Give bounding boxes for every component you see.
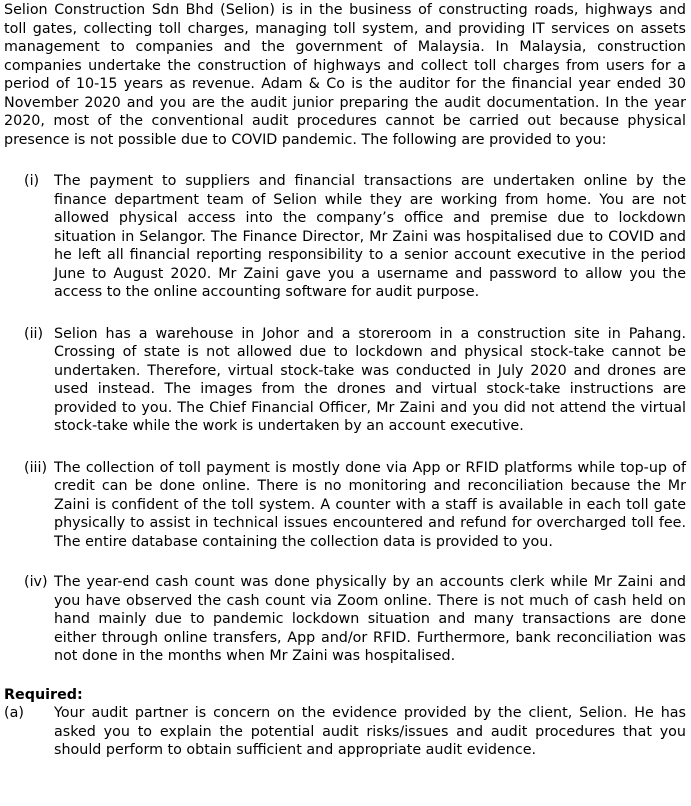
item-number: (i)	[24, 173, 40, 189]
document-page	[4, 0, 686, 760]
list-item	[24, 459, 686, 552]
item-number: (iii)	[24, 459, 48, 476]
requirement-item	[4, 704, 686, 760]
item-text: The year-end cash count was done physically by an accounts clerk while Mr Zaini and you have observed the cash count via Zoom online. There is not much of cash held on hand mainly due to pandemic lockdown situation and many transactions are done either through online transfers, App and/or RFID. Furthermore, bank reconciliation was not done in the months when Mr Zaini was hospitalised.	[54, 574, 686, 664]
item-text: The payment to suppliers and financial transactions are undertaken online by the finance department team of Selion while they are working from home. You are not allowed physical access into the company’s office and premise due to lockdown situation in Selangor. The Finance Director, Mr Zaini was hospitalised due to COVID and he left all financial reporting responsibility to a senior account executive in the period June to August 2020. Mr Zaini gave you a username and password to allow you the access to the online accounting software for audit purpose.	[54, 173, 686, 300]
requirement-number: (a)	[4, 705, 24, 721]
required-heading: Required:	[4, 686, 83, 703]
item-text: Selion has a warehouse in Johor and a storeroom in a construction site in Pahang. Crossing of state is not allowed due to lockdown and physical stock-take cannot be undertaken. Therefore, virtual stock-take was conducted in July 2020 and drones are used instead. The images from the drones and virtual stock-take instructions are provided to you. The Chief Financial Officer, Mr Zaini and you did not attend the virtual stock-take while the work is undertaken by an account executive.	[54, 325, 686, 434]
list-item	[24, 172, 686, 302]
requirement-text: Your audit partner is concern on the evidence provided by the client, Selion. He has asked you to explain the potential audit risks/issues and audit procedures that you should perform to obtain sufficient and appropriate audit evidence.	[54, 705, 686, 758]
item-number: (iv)	[24, 574, 48, 590]
item-number: (ii)	[24, 325, 44, 342]
list-item	[24, 325, 686, 436]
item-text: The collection of toll payment is mostly done via App or RFID platforms while top-up of credit can be done online. There is no monitoring and reconciliation because the Mr Zaini is confident of the toll system. A counter with a staff is available in each toll gate physically to assist in technical issues encountered and refund for overcharged toll fee. The entire database containing the collection data is provided to you.	[54, 459, 686, 550]
list-item	[24, 573, 686, 666]
intro-paragraph: Selion Construction Sdn Bhd (Selion) is in the business of constructing roads, highways and toll gates, collecting toll charges, managing toll system, and providing IT services on assets management to companies and the government of Malaysia. In Malaysia, construction companies undertake the construction of highways and collect toll charges from users for a period of 10-15 years as revenue. Adam & Co is the auditor for the financial year ended 30 November 2020 and you are the audit junior preparing the audit documentation. In the year 2020, most of the conventional audit procedures cannot be carried out because physical presence is not possible due to COVID pandemic. The following are provided to you:	[4, 2, 686, 148]
